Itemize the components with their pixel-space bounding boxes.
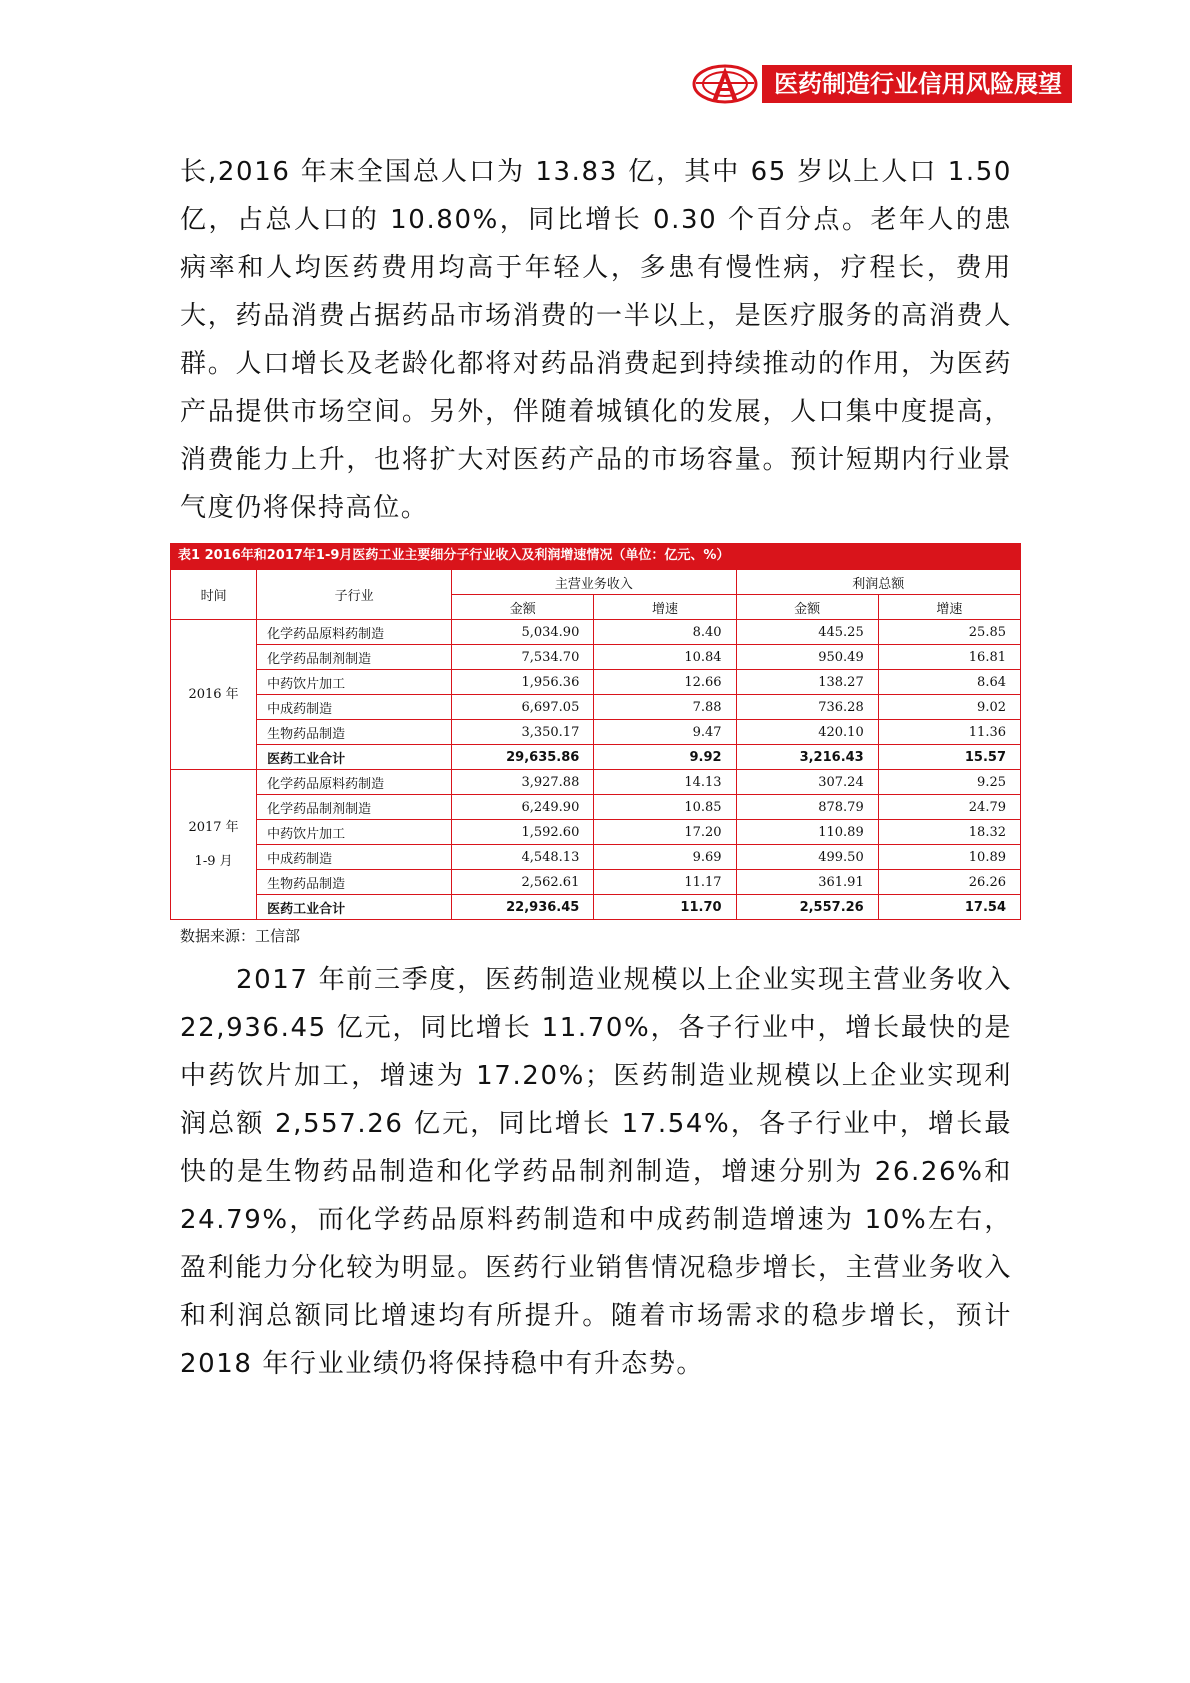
table-row [171, 820, 1021, 845]
profit-amount-cell: 445.25 [736, 620, 878, 645]
profit-amount-cell: 361.91 [736, 870, 878, 895]
table-source: 数据来源：工信部 [180, 927, 301, 945]
revenue-growth-cell: 11.17 [594, 870, 736, 895]
table-row [171, 645, 1021, 670]
profit-growth-cell: 9.02 [878, 695, 1020, 720]
sector-cell: 中成药制造 [257, 845, 452, 870]
sector-cell: 化学药品制剂制造 [257, 645, 452, 670]
profit-amount-cell: 307.24 [736, 770, 878, 795]
revenue-growth-cell: 12.66 [594, 670, 736, 695]
header-profit: 利润总额 [736, 570, 1020, 595]
table-row [171, 745, 1021, 770]
profit-growth-cell: 8.64 [878, 670, 1020, 695]
revenue-growth-cell: 17.20 [594, 820, 736, 845]
page-header [692, 64, 1072, 104]
profit-growth-cell: 16.81 [878, 645, 1020, 670]
profit-amount-cell: 736.28 [736, 695, 878, 720]
sector-cell: 医药工业合计 [257, 745, 452, 770]
header-revenue: 主营业务收入 [452, 570, 736, 595]
revenue-growth-cell: 10.84 [594, 645, 736, 670]
company-logo-icon [692, 64, 758, 104]
revenue-growth-cell: 7.88 [594, 695, 736, 720]
revenue-amount-cell: 3,927.88 [452, 770, 594, 795]
profit-amount-cell: 878.79 [736, 795, 878, 820]
table-row [171, 620, 1021, 645]
header-title: 医药制造行业信用风险展望 [762, 65, 1072, 103]
revenue-amount-cell: 22,936.45 [452, 895, 594, 920]
revenue-growth-cell: 10.85 [594, 795, 736, 820]
table-row [171, 845, 1021, 870]
header-profit-growth: 增速 [878, 595, 1020, 620]
revenue-growth-cell: 8.40 [594, 620, 736, 645]
body-paragraph-2: 2017 年前三季度，医药制造业规模以上企业实现主营业务收入 22,936.45 亿元，同比增长 11.70%，各子行业中，增长最快的是中药饮片加工，增速为 17.20%；医药制造业规模以上企业实现利润总额 2,557.26 亿元，同比增长 17.54%，各子行业中，增长最快的是生物药品制造和化学药品制剂制造，增速分别为 26.26%和 24.79%，而化学药品原料药制造和中成药制造增速为 10%左右，盈利能力分化较为明显。医药行业销售情况稳步增长，主营业务收入和利润总额同比增速均有所提升。随着市场需求的稳步增长，预计 2018 年行业业绩仍将保持稳中有升态势。 [180, 965, 1012, 1379]
industry-table [170, 569, 1021, 920]
table-row [171, 720, 1021, 745]
header-revenue-amount: 金额 [452, 595, 594, 620]
revenue-growth-cell: 9.47 [594, 720, 736, 745]
profit-growth-cell: 11.36 [878, 720, 1020, 745]
revenue-amount-cell: 1,956.36 [452, 670, 594, 695]
header-revenue-growth: 增速 [594, 595, 736, 620]
sector-cell: 化学药品原料药制造 [257, 620, 452, 645]
revenue-growth-cell: 9.69 [594, 845, 736, 870]
sector-cell: 中成药制造 [257, 695, 452, 720]
profit-growth-cell: 15.57 [878, 745, 1020, 770]
period-line-1: 2016 年 [188, 686, 239, 702]
sector-cell: 中药饮片加工 [257, 820, 452, 845]
profit-amount-cell: 2,557.26 [736, 895, 878, 920]
period-line-1: 2017 年 [188, 819, 239, 835]
profit-amount-cell: 3,216.43 [736, 745, 878, 770]
header-sector: 子行业 [257, 570, 452, 620]
sector-cell: 化学药品制剂制造 [257, 795, 452, 820]
table-row [171, 895, 1021, 920]
data-table-block [170, 543, 1021, 946]
table-row [171, 795, 1021, 820]
profit-amount-cell: 499.50 [736, 845, 878, 870]
revenue-amount-cell: 7,534.70 [452, 645, 594, 670]
table-row [171, 695, 1021, 720]
profit-growth-cell: 26.26 [878, 870, 1020, 895]
sector-cell: 化学药品原料药制造 [257, 770, 452, 795]
body-paragraph-1: 长,2016 年末全国总人口为 13.83 亿，其中 65 岁以上人口 1.50 亿，占总人口的 10.80%，同比增长 0.30 个百分点。老年人的患病率和人均医药费用均高于年轻人，多患有慢性病，疗程长，费用大，药品消费占据药品市场消费的一半以上，是医疗服务的高消费人群。人口增长及老龄化都将对药品消费起到持续推动的作用，为医药产品提供市场空间。另外，伴随着城镇化的发展，人口集中度提高，消费能力上升，也将扩大对医药产品的市场容量。预计短期内行业景气度仍将保持高位。 [180, 157, 1012, 523]
profit-growth-cell: 17.54 [878, 895, 1020, 920]
profit-growth-cell: 24.79 [878, 795, 1020, 820]
revenue-growth-cell: 11.70 [594, 895, 736, 920]
table-caption: 表1 2016年和2017年1-9月医药工业主要细分子行业收入及利润增速情况（单位：亿元、%） [170, 543, 1021, 569]
revenue-amount-cell: 2,562.61 [452, 870, 594, 895]
revenue-amount-cell: 29,635.86 [452, 745, 594, 770]
revenue-growth-cell: 9.92 [594, 745, 736, 770]
table-row [171, 770, 1021, 795]
sector-cell: 医药工业合计 [257, 895, 452, 920]
profit-amount-cell: 110.89 [736, 820, 878, 845]
revenue-amount-cell: 5,034.90 [452, 620, 594, 645]
table-body [171, 620, 1021, 920]
revenue-growth-cell: 14.13 [594, 770, 736, 795]
profit-amount-cell: 420.10 [736, 720, 878, 745]
table-row [171, 870, 1021, 895]
profit-growth-cell: 25.85 [878, 620, 1020, 645]
header-time: 时间 [171, 570, 257, 620]
profit-growth-cell: 9.25 [878, 770, 1020, 795]
sector-cell: 中药饮片加工 [257, 670, 452, 695]
revenue-amount-cell: 1,592.60 [452, 820, 594, 845]
period-line-2: 1-9 月 [194, 853, 233, 869]
profit-amount-cell: 950.49 [736, 645, 878, 670]
profit-growth-cell: 10.89 [878, 845, 1020, 870]
revenue-amount-cell: 3,350.17 [452, 720, 594, 745]
profit-amount-cell: 138.27 [736, 670, 878, 695]
period-cell [171, 620, 257, 770]
revenue-amount-cell: 4,548.13 [452, 845, 594, 870]
sector-cell: 生物药品制造 [257, 870, 452, 895]
profit-growth-cell: 18.32 [878, 820, 1020, 845]
sector-cell: 生物药品制造 [257, 720, 452, 745]
header-profit-amount: 金额 [736, 595, 878, 620]
revenue-amount-cell: 6,249.90 [452, 795, 594, 820]
revenue-amount-cell: 6,697.05 [452, 695, 594, 720]
period-cell [171, 770, 257, 920]
table-row [171, 670, 1021, 695]
